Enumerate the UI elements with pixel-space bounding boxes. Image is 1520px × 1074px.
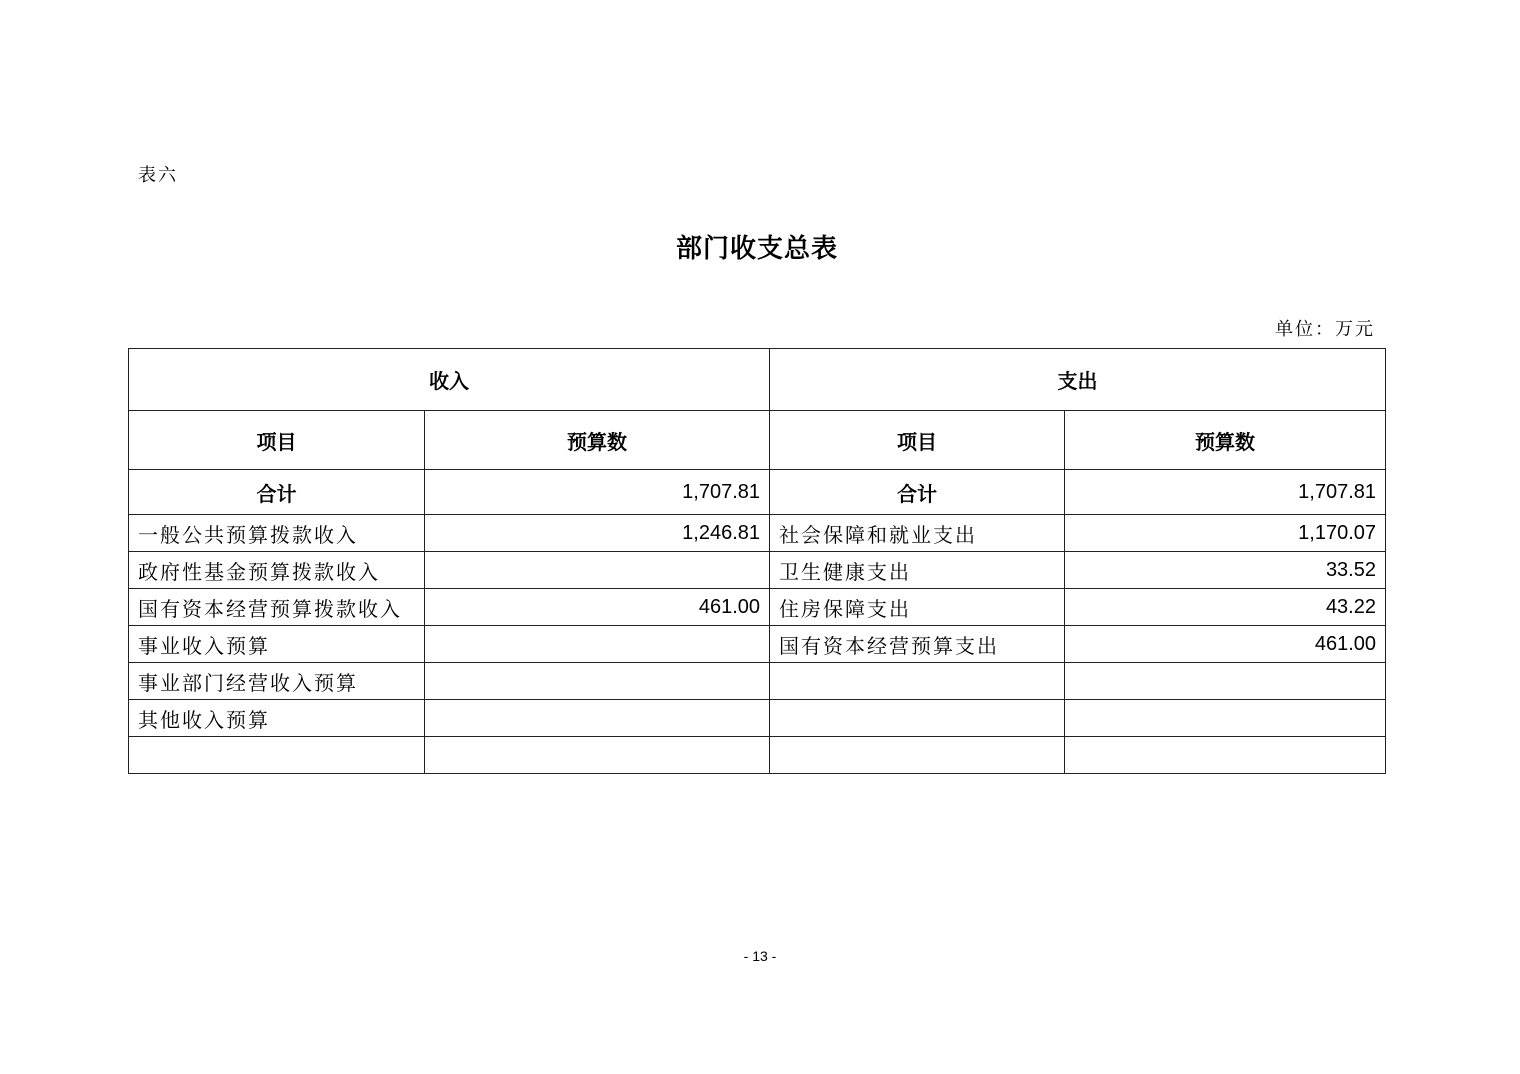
- table-row: [129, 552, 1386, 589]
- total-row: [129, 470, 1386, 515]
- expense-item-cell: [770, 737, 1065, 774]
- expense-item-cell: 国有资本经营预算支出: [770, 626, 1065, 663]
- table-row: [129, 589, 1386, 626]
- expense-section-header: 支出: [770, 349, 1386, 411]
- income-item-column-header: 项目: [129, 411, 425, 470]
- expense-amount-cell: 33.52: [1065, 552, 1386, 589]
- table-row: [129, 737, 1386, 774]
- expense-item-cell: 社会保障和就业支出: [770, 515, 1065, 552]
- income-amount-cell: [425, 700, 770, 737]
- expense-total-label: 合计: [770, 470, 1065, 515]
- table-row: [129, 626, 1386, 663]
- budget-summary-table: [128, 348, 1386, 774]
- expense-amount-cell: [1065, 737, 1386, 774]
- table-label: 表六: [138, 165, 178, 186]
- expense-amount-cell: 43.22: [1065, 589, 1386, 626]
- income-item-cell: [129, 737, 425, 774]
- income-amount-column-header: 预算数: [425, 411, 770, 470]
- expense-amount-cell: [1065, 700, 1386, 737]
- income-item-cell: 一般公共预算拨款收入: [129, 515, 425, 552]
- income-item-cell: 事业收入预算: [129, 626, 425, 663]
- column-header-row: [129, 411, 1386, 470]
- expense-item-cell: [770, 700, 1065, 737]
- income-item-cell: 其他收入预算: [129, 700, 425, 737]
- expense-item-cell: 住房保障支出: [770, 589, 1065, 626]
- income-item-cell: 事业部门经营收入预算: [129, 663, 425, 700]
- income-amount-cell: 461.00: [425, 589, 770, 626]
- income-item-cell: 国有资本经营预算拨款收入: [129, 589, 425, 626]
- income-amount-cell: [425, 626, 770, 663]
- income-amount-cell: 1,246.81: [425, 515, 770, 552]
- expense-item-column-header: 项目: [770, 411, 1065, 470]
- income-section-header: 收入: [129, 349, 770, 411]
- expense-amount-column-header: 预算数: [1065, 411, 1386, 470]
- table-row: [129, 700, 1386, 737]
- income-amount-cell: [425, 663, 770, 700]
- expense-total-amount: 1,707.81: [1065, 470, 1386, 515]
- page-title: 部门收支总表: [675, 234, 838, 264]
- income-amount-cell: [425, 552, 770, 589]
- income-total-amount: 1,707.81: [425, 470, 770, 515]
- expense-amount-cell: 1,170.07: [1065, 515, 1386, 552]
- section-header-row: [129, 349, 1386, 411]
- unit-label: 单位：万元: [1275, 319, 1375, 340]
- expense-item-cell: 卫生健康支出: [770, 552, 1065, 589]
- expense-amount-cell: [1065, 663, 1386, 700]
- income-amount-cell: [425, 737, 770, 774]
- table-row: [129, 663, 1386, 700]
- page-number: - 13 -: [743, 948, 777, 964]
- table-row: [129, 515, 1386, 552]
- income-total-label: 合计: [129, 470, 425, 515]
- expense-amount-cell: 461.00: [1065, 626, 1386, 663]
- expense-item-cell: [770, 663, 1065, 700]
- income-item-cell: 政府性基金预算拨款收入: [129, 552, 425, 589]
